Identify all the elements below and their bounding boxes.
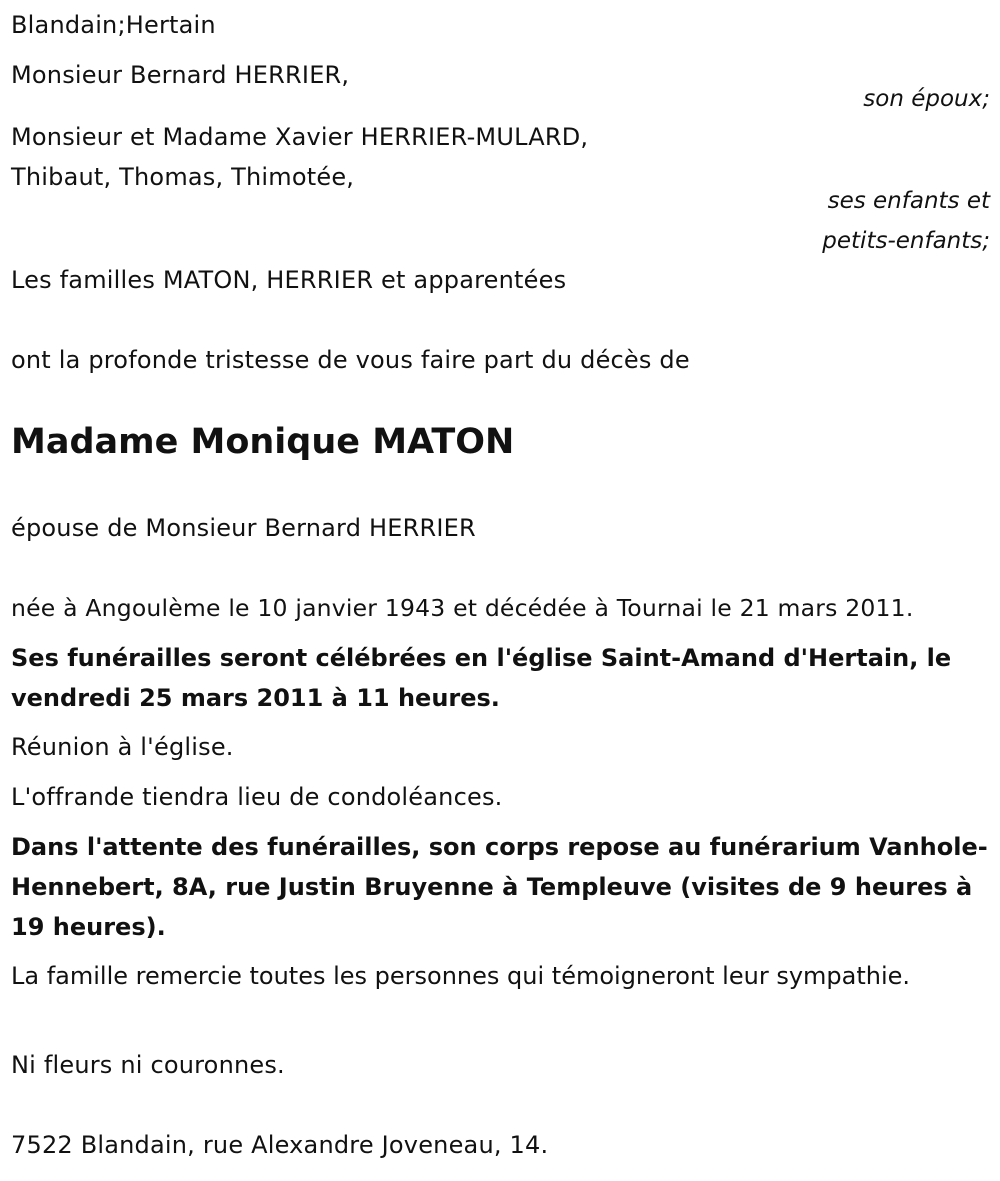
spouse-name: Monsieur Bernard HERRIER, bbox=[11, 61, 350, 89]
funeral-paragraph: Ses funérailles seront célébrées en l'église Saint-Amand d'Hertain, le vendredi 25 mars 2011 à 11 heures. bbox=[11, 644, 952, 712]
location-header: Blandain;Hertain bbox=[11, 11, 216, 39]
children-role-line-1: ses enfants et bbox=[827, 188, 990, 214]
address-line: 7522 Blandain, rue Alexandre Joveneau, 14. bbox=[11, 1131, 549, 1159]
meeting-line: Réunion à l'église. bbox=[11, 733, 234, 761]
offering-line: L'offrande tiendra lieu de condoléances. bbox=[11, 783, 503, 811]
children-role-line-2: petits-enfants; bbox=[822, 228, 990, 254]
birth-death-line: née à Angoulème le 10 janvier 1943 et décédée à Tournai le 21 mars 2011. bbox=[11, 594, 914, 622]
no-flowers-line: Ni fleurs ni couronnes. bbox=[11, 1051, 285, 1079]
children-line-2: Thibaut, Thomas, Thimotée, bbox=[11, 163, 355, 191]
thanks-paragraph: La famille remercie toutes les personnes qui témoigneront leur sympathie. bbox=[11, 962, 911, 990]
viewing-paragraph: Dans l'attente des funérailles, son corps repose au funérarium Vanhole-Hennebert, 8A, rue Justin Bruyenne à Templeuve (visites de 9 heures à 19 heures). bbox=[11, 833, 988, 941]
spouse-role: son époux; bbox=[863, 86, 990, 112]
announcement-line: ont la profonde tristesse de vous faire part du décès de bbox=[11, 346, 690, 374]
families-line: Les familles MATON, HERRIER et apparentées bbox=[11, 266, 567, 294]
spouse-of-line: épouse de Monsieur Bernard HERRIER bbox=[11, 514, 476, 542]
children-line-1: Monsieur et Madame Xavier HERRIER-MULARD, bbox=[11, 123, 589, 151]
deceased-name: Madame Monique MATON bbox=[11, 422, 515, 462]
